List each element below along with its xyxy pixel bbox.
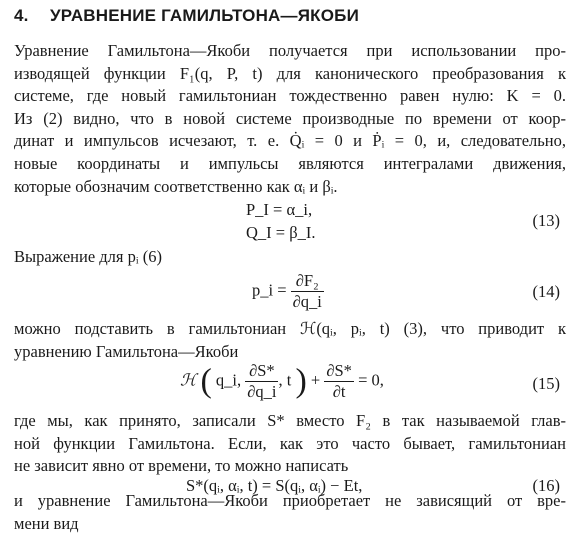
text-line: Уравнение Гамильтона—Якоби получается при использовании про- bbox=[14, 41, 566, 60]
text-line: и уравнение Гамильтона—Якоби приобретает не зависящий от вре- bbox=[14, 491, 566, 510]
hamiltonian-symbol: ℋ bbox=[180, 370, 197, 390]
right-paren: ) bbox=[295, 362, 307, 400]
equation-14 bbox=[14, 266, 566, 316]
text-line: изводящей функции F₁(q, P, t) для канонического преобразования к bbox=[14, 63, 566, 83]
paragraph-hamiltonian bbox=[14, 318, 566, 363]
section-number: 4. bbox=[14, 6, 29, 25]
text-line: Из (2) видно, что в новой системе производные по времени от коор- bbox=[14, 108, 566, 128]
section-title: УРАВНЕНИЕ ГАМИЛЬТОНА—ЯКОБИ bbox=[50, 6, 359, 25]
equation-14-body bbox=[252, 272, 324, 311]
fraction-numerator: ∂S* bbox=[326, 361, 352, 380]
equation-number: (15) bbox=[532, 374, 560, 393]
equation-15-arg-t: , t bbox=[278, 370, 292, 390]
fraction-numerator: ∂S* bbox=[245, 362, 278, 382]
paragraph-time-independent bbox=[14, 490, 566, 535]
equation-13 bbox=[14, 200, 566, 244]
text-line: новые координаты и импульсы являются интегралами движения, bbox=[14, 153, 566, 173]
fraction-denominator: ∂q_i bbox=[247, 382, 277, 401]
equation-15-rhs: = 0, bbox=[358, 370, 384, 390]
text-line: которые обозначим соответственно как αᵢ и βᵢ. bbox=[14, 176, 338, 196]
text-line: можно подставить в гамильтониан ℋ(qᵢ, pᵢ, t) (3), что приводит к bbox=[14, 319, 566, 338]
equation-15-body bbox=[180, 362, 384, 401]
equation-13-line-1: P_I = α_i, bbox=[246, 200, 313, 219]
equation-15 bbox=[14, 358, 566, 408]
section-heading bbox=[14, 6, 359, 26]
equation-number: (13) bbox=[532, 211, 560, 230]
text-line: ной функции Гамильтона. Если, как это часто бывает, гамильтониан bbox=[14, 433, 566, 453]
equation-13-line-2: Q_I = β_I. bbox=[246, 223, 316, 242]
text-line: где мы, как принято, записали S* вместо F₂ в так называемой глав- bbox=[14, 411, 566, 430]
equation-15-arg-q: q_i, bbox=[215, 370, 242, 390]
fraction bbox=[291, 272, 324, 311]
text-line: Выражение для pᵢ (6) bbox=[14, 247, 162, 266]
plus-sign: + bbox=[310, 370, 321, 390]
equation-16-body: S*(qᵢ, αᵢ, t) = S(qᵢ, αᵢ) − Et, bbox=[186, 476, 363, 495]
fraction bbox=[245, 362, 278, 401]
paragraph-intro bbox=[14, 40, 566, 198]
fraction-numerator: ∂F₂ bbox=[291, 272, 324, 292]
text-line: мени вид bbox=[14, 513, 79, 533]
text-line: уравнению Гамильтона—Якоби bbox=[14, 341, 239, 361]
fraction bbox=[324, 362, 354, 401]
equation-14-lhs: p_i = bbox=[252, 280, 287, 300]
text-line: системе, где новый гамильтониан тождественно равен нулю: K = 0. bbox=[14, 86, 566, 106]
equation-number: (14) bbox=[532, 282, 560, 301]
text-line: не зависит явно от времени, то можно написать bbox=[14, 456, 349, 476]
text-line: динат и импульсов исчезают, т. е. Q̇ᵢ = 0 и Ṗᵢ = 0, и, следовательно, bbox=[14, 131, 566, 151]
left-paren: ( bbox=[200, 362, 212, 400]
equation-number: (16) bbox=[532, 476, 560, 495]
fraction-denominator: ∂t bbox=[332, 382, 346, 401]
fraction-denominator: ∂q_i bbox=[292, 292, 322, 311]
paragraph-principal-function bbox=[14, 410, 566, 478]
